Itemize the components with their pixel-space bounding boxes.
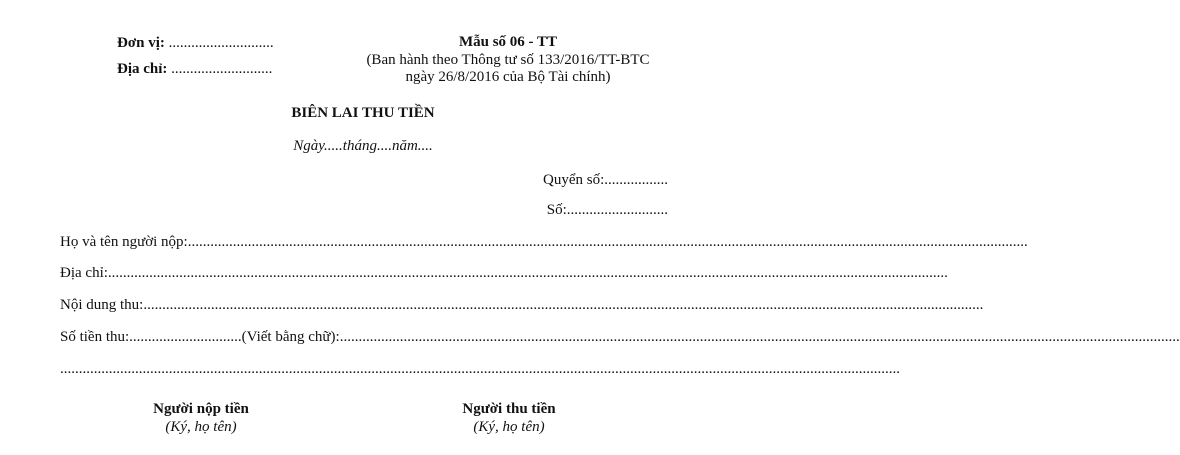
payer-address-field[interactable] (60, 264, 948, 282)
book-number[interactable]: Quyển số:................. (543, 172, 668, 188)
payer-signature-title: Người nộp tiền (153, 401, 249, 417)
payer-name-dots[interactable]: ................................................................................................................................................................................................................................ (187, 234, 1028, 250)
payer-address-dots[interactable]: ................................................................................................................................................................................................................................ (107, 265, 948, 281)
issued-line-2: ngày 26/8/2016 của Bộ Tài chính) (405, 69, 611, 85)
continuation-field[interactable] (60, 360, 900, 378)
receipt-number[interactable]: Số:........................... (546, 202, 668, 218)
amount-dots[interactable]: .............................. (129, 329, 242, 345)
content-field[interactable] (60, 296, 984, 314)
amount-label: Số tiền thu: (60, 329, 130, 345)
address-line (117, 60, 272, 78)
collector-signature-title: Người thu tiền (462, 401, 556, 417)
payer-address-label: Địa chỉ: (60, 265, 108, 281)
form-number: Mẫu số 06 - TT (458, 34, 558, 50)
payer-signature-note: (Ký, họ tên) (165, 419, 237, 435)
unit-label: Đơn vị: (117, 35, 165, 51)
issued-line-1: (Ban hành theo Thông tư số 133/2016/TT-BTC (366, 52, 650, 68)
address-value[interactable]: ........................... (167, 61, 273, 77)
date-line[interactable]: Ngày.....tháng....năm.... (293, 138, 433, 154)
content-dots[interactable]: ................................................................................................................................................................................................................................ (143, 297, 984, 313)
unit-line (117, 34, 274, 52)
continuation-dots[interactable]: ................................................................................................................................................................................................................................ (60, 361, 900, 377)
amount-field[interactable] (60, 328, 1180, 346)
payer-name-label: Họ và tên người nộp: (60, 234, 188, 250)
content-label: Nội dung thu: (60, 297, 144, 313)
in-words-dots[interactable]: ................................................................................................................................................................................................................................ (339, 329, 1180, 345)
payer-name-field[interactable] (60, 233, 1028, 251)
collector-signature-note: (Ký, họ tên) (473, 419, 545, 435)
document-title: BIÊN LAI THU TIỀN (291, 105, 435, 121)
in-words-label: (Viết bằng chữ): (241, 329, 340, 345)
unit-value[interactable]: ............................ (164, 35, 274, 51)
address-label: Địa chỉ: (117, 61, 168, 77)
